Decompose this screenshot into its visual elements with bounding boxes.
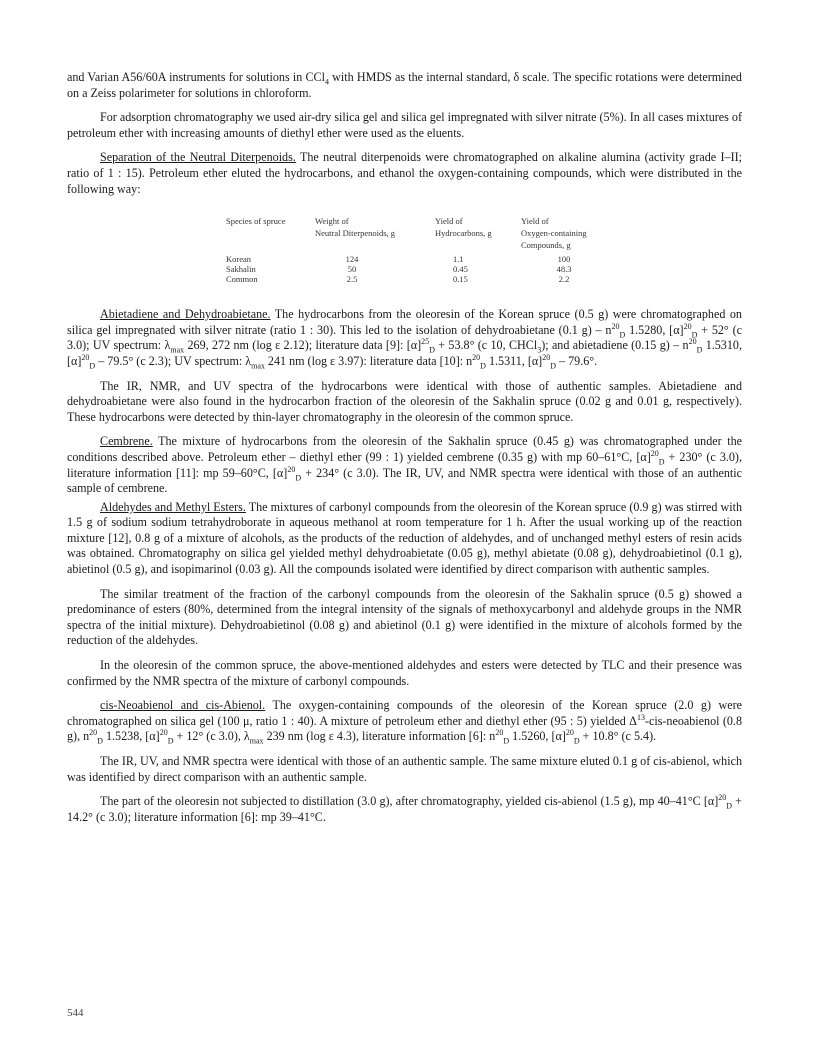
paragraph-distillation: The part of the oleoresin not subjected to distillation (3.0 g), after chromatography, yielded cis-abienol (1.5 g), mp 40–41°C $[\alpha]^{20}_D + 14.2^\circ$ (c 3.0); literature information [6]: mp 39–41°C. (67, 793, 742, 824)
section-heading: Cembrene. (100, 434, 153, 449)
paragraph-common-spruce: In the oleoresin of the common spruce, the above-mentioned aldehydes and esters were detected by TLC and their presence was confirmed by the NMR spectra of the mixture of carbonyl compounds. (67, 658, 742, 688)
table-cell: 124 (345, 254, 359, 265)
table-cell: 0.45 (453, 264, 468, 275)
table-cell: 48.3 (556, 264, 572, 275)
table-cell: 100 (557, 254, 571, 265)
paragraph-authentic: The IR, UV, and NMR spectra were identical with those of an authentic sample. The same mixture eluted 0.1 g of cis-abienol, which was identified by direct comparison with an authentic sample. (67, 754, 742, 784)
table-header-oxygen: Yield of Oxygen-containing Compounds, g (521, 216, 587, 251)
paragraph-cembrene: Cembrene. The mixture of hydrocarbons from the oleoresin of the Sakhalin spruce (0.45 g) was chromatographed under the conditions described above. Petroleum ether – diethyl ether (99 : 1) yielded cembrene (0.35 g) with mp 60–61°C, $[\alpha]^{20}_D + 230^\circ$ (c 3.0), literature information [11]: mp 59–60°C, $[\alpha]^{20}_D + 234^\circ$ (c 3.0). The IR, UV, and NMR spectra were identical with those of an authentic sample of cembrene. (67, 434, 742, 496)
table-header-species: Species of spruce (226, 216, 286, 227)
section-heading: cis-Neoabienol and cis-Abienol. (100, 698, 266, 713)
table-col-weight (342, 254, 362, 284)
section-heading: Separation of the Neutral Diterpenoids. (100, 150, 296, 165)
yield-table (67, 197, 742, 301)
table-col-oxygen (552, 254, 576, 284)
section-heading: Abietadiene and Dehydroabietane. (100, 307, 271, 322)
paragraph-neoabienol: cis-Neoabienol and cis-Abienol. The oxygen-containing compounds of the oleoresin of the Korean spruce (2.0 g) were chromatographed on silica gel (100 μ, ratio 1 : 40). A mixture of petroleum ether and diethyl ether (95 : 5) yielded $\Delta^{13}-cis$-neoabienol (0.8 g), $n^{20}_D$ 1.5238, $[\alpha]^{20}_D + 12^\circ$ (c 3.0), $\lambda_{max}$ 239 nm (log ε 4.3), literature information [6]: $n^{20}_D$ 1.5260, $[\alpha]^{20}_D + 10.8^\circ$ (c 5.4). (67, 698, 742, 746)
table-cell: 2.5 (346, 274, 358, 285)
page-number: 544 (67, 1007, 84, 1019)
table-header-hydrocarbons: Yield of Hydrocarbons, g (435, 216, 492, 239)
paragraph-abietadiene: Abietadiene and Dehydroabietane. The hydrocarbons from the oleoresin of the Korean spruce (0.5 g) were chromatographed on silica gel impregnated with silver nitrate (ratio 1 : 30). This led to the isolation of dehydroabietane (0.1 $g) - n^{20}_D$ 1.5280, $[\alpha]^{20}_D + 52^\circ$ (c 3.0); UV spectrum: $\lambda_{max}$ 269, 272 nm (log ε 2.12); literature data [9]: $[\alpha]^{25}_D + 53.8^\circ$ (c 10, CHCl$_3$); and abietadiene (0.15 $g) - n^{20}_D$ 1.5310, $[\alpha]^{20}_D - 79.5^\circ$ (c 2.3); UV spectrum: $\lambda_{max}$ 241 nm (log ε 3.97): literature data [10]: $n^{20}_D$ 1.5311, $[\alpha]^{20}_D - 79.6^\circ$. (67, 307, 742, 371)
paragraph-sakhalin-carbonyl: The similar treatment of the fraction of the carbonyl compounds from the oleoresin of the Sakhalin spruce (0.5 g) showed a predominance of esters (80%, determined from the integral intensity of the signals of methoxycarbonyl and aldehyde groups in the NMR spectra of the initial mixture). Dehydroabietinol (0.08 g) and abietinol (0.1 g) were identified in the mixture of alcohols formed by the reduction of the aldehydes. (67, 586, 742, 648)
paragraph-spectra: The IR, NMR, and UV spectra of the hydrocarbons were identical with those of authentic samples. Abietadiene and dehydroabietane were also found in the hydrocarbon fraction of the oleoresin of the Sakhalin spruce (0.02 g and 0.01 g, respectively). These hydrocarbons were detected by thin-layer chromatography in the oleoresin of the common spruce. (67, 378, 742, 424)
paragraph-instruments: and Varian A56/60A instruments for solutions in CCl$_4$ with HMDS as the internal standard, δ scale. The specific rotations were determined on a Zeiss polarimeter for solutions in chloroform. (67, 70, 742, 100)
paragraph-adsorption: For adsorption chromatography we used air-dry silica gel and silica gel impregnated with silver nitrate (5%). In all cases mixtures of petroleum ether with increasing amounts of diethyl ether were used as the eluents. (67, 110, 742, 140)
table-cell: 2.2 (558, 274, 570, 285)
table-header-weight: Weight of Neutral Diterpenoids, g (315, 216, 396, 239)
table-col-species (226, 254, 258, 284)
table-cell: 1.1 (453, 254, 464, 265)
paragraph-aldehydes: Aldehydes and Methyl Esters. The mixtures of carbonyl compounds from the oleoresin of the Korean spruce (0.9 g) was stirred with 1.5 g of sodium sodium tetrahydroborate in aqueous methanol at room temperature for 1 h. After the usual working up of the reaction mixture [12], 0.8 g of a mixture of alcohols, as the products of the reduction of aldehydes, and of unchanged methyl esters of resin acids was obtained. Chromatography on silica gel yielded methyl dehydroabietate (0.05 g), methyl abietate (0.08 g), dehydroabietinol (0.1 g), abietinol (0.5 g), and isopimarinol (0.03 g). All the compounds isolated were identified by direct comparison with authentic samples. (67, 499, 742, 577)
article-body (67, 70, 742, 825)
table-cell: 0.15 (453, 274, 468, 285)
paragraph-separation: Separation of the Neutral Diterpenoids. The neutral diterpenoids were chromatographed on alkaline alumina (activity grade I–II; ratio of 1 : 15). Petroleum ether eluted the hydrocarbons, and ethanol the oxygen-containing compounds, which were distributed in the following way: (67, 150, 742, 196)
table-cell: Korean (226, 254, 252, 265)
table-cell: Common (226, 274, 258, 285)
table-cell: 50 (347, 264, 357, 275)
table-cell: Sakhalin (226, 264, 256, 275)
section-heading: Aldehydes and Methyl Esters. (100, 499, 246, 514)
table-col-hydrocarbons (453, 254, 468, 284)
